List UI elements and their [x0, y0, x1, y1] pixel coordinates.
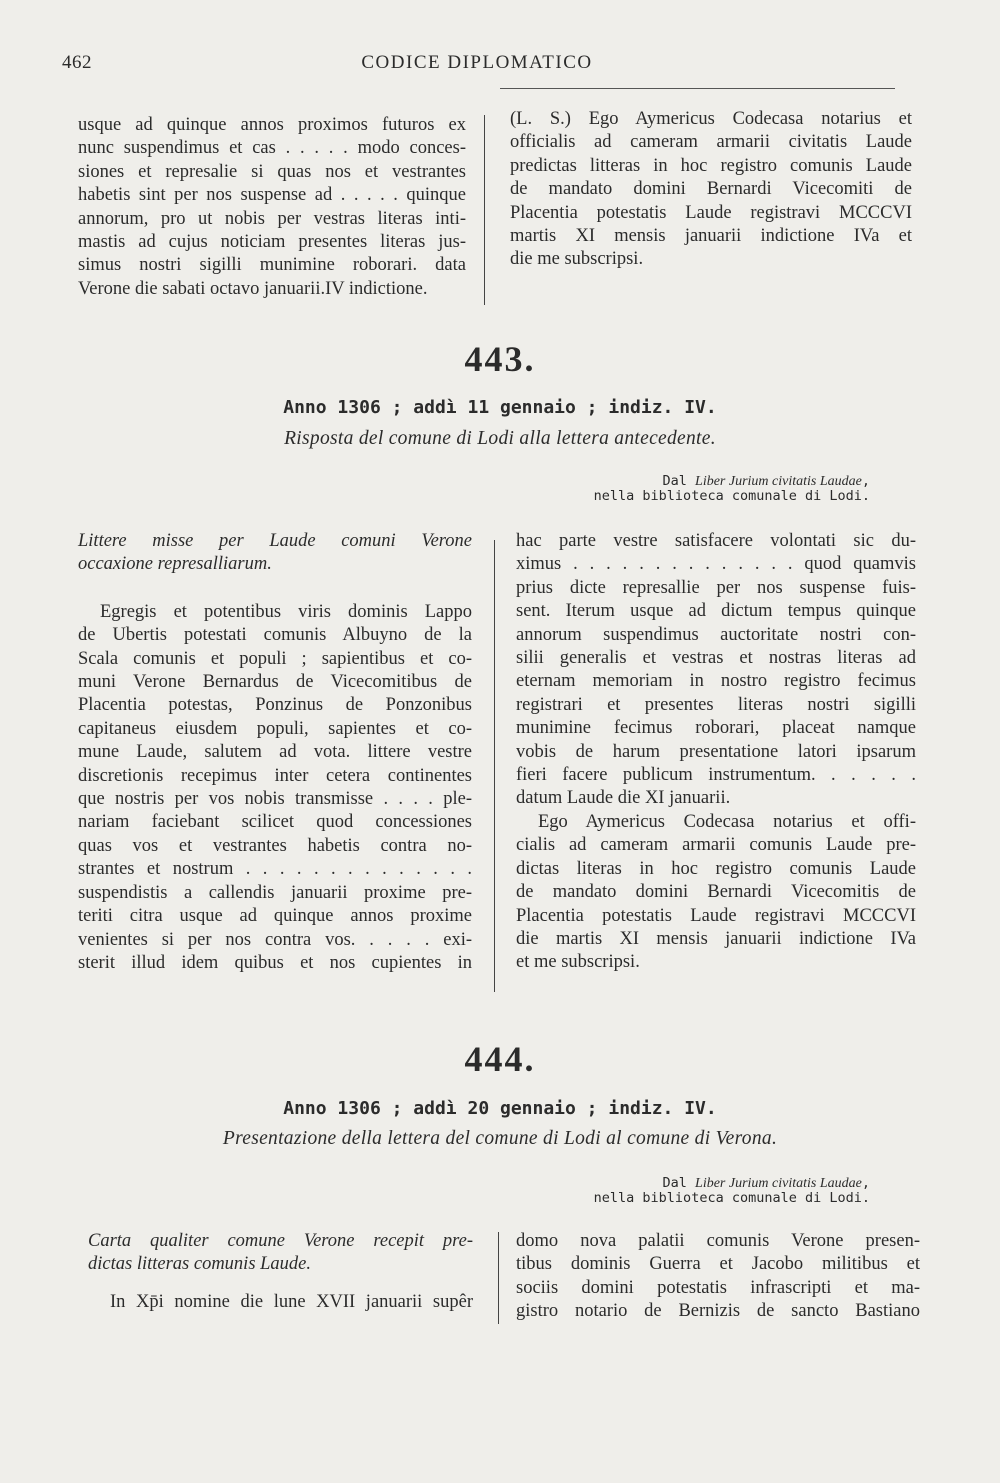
- text-line: prius dicte represallie per nos suspense fuis-: [516, 577, 916, 598]
- column-divider: [498, 1232, 499, 1324]
- header-rule: [500, 88, 895, 89]
- source-title: Liber Jurium civitatis Laudae: [695, 1176, 862, 1191]
- text-line: que nostris per vos nobis transmisse . . . . ple-: [78, 789, 472, 810]
- text-line: silii generalis et vestras et nostras literas ad: [516, 648, 916, 669]
- document-number-443: 443.: [464, 339, 536, 379]
- text-line: venientes si per nos contra vos. . . . . exi-: [78, 929, 472, 950]
- text-line: teriti citra usque ad quinque annos proxime: [78, 906, 472, 927]
- document-number-444: 444.: [464, 1039, 536, 1079]
- text-line: registrari et presentes literas nostri sigilli: [516, 694, 916, 715]
- text-line: Placentia potestatis Laude registravi MCCCVI: [510, 202, 912, 223]
- column-divider: [494, 540, 495, 992]
- running-header: [62, 52, 892, 80]
- top-left-column: [78, 114, 466, 301]
- source-note-444: Dal Liber Jurium civitatis Laudae, nella biblioteca comunale di Lodi.: [593, 1175, 870, 1206]
- text-line: cialis ad cameram armarii comunis Laude pre-: [516, 835, 916, 856]
- text-line: mastis ad cujus noticiam presentes literas jus-: [78, 232, 466, 253]
- text-line: mune Laude, salutem ad vota. littere vestre: [78, 742, 472, 763]
- text-line: nunc suspendimus et cas . . . . . modo conces-: [78, 138, 466, 159]
- text-line: discretionis recepimus inter cetera continentes: [78, 765, 472, 786]
- text-line: sociis domini potestatis infrascripti et ma-: [516, 1277, 920, 1298]
- document-date-443: Anno 1306 ; addì 11 gennaio ; indiz. IV.: [283, 397, 717, 418]
- doc444-right-column: [516, 1230, 920, 1324]
- document-date-444: Anno 1306 ; addì 20 gennaio ; indiz. IV.: [283, 1098, 717, 1119]
- text-line: usque ad quinque annos proximos futuros ex: [78, 115, 466, 135]
- text-line: tibus dominis Guerra et Jacobo militibus et: [516, 1254, 920, 1275]
- doc443-left-column: [78, 530, 472, 975]
- text-line: domo nova palatii comunis Verone presen-: [516, 1231, 920, 1251]
- source-location: nella biblioteca comunale di Lodi.: [593, 1190, 870, 1206]
- text-line: Verone die sabati octavo januarii.IV indictione.: [78, 278, 428, 299]
- document-summary-444: Presentazione della lettera del comune di Lodi al comune di Verona.: [222, 1128, 778, 1149]
- text-line: annorum, pro ut nobis per vestras literas inti-: [78, 208, 466, 229]
- text-line: et me subscripsi.: [516, 952, 640, 973]
- text-line: suspendistis a callendis januarii proxime pre-: [78, 882, 472, 903]
- text-line: officialis ad cameram armarii civitatis Laude: [510, 132, 912, 153]
- column-divider: [484, 115, 485, 305]
- text-line: siones et represalie si quas nos et vestrantes: [78, 161, 466, 182]
- running-title: CODICE DIPLOMATICO: [361, 52, 593, 73]
- source-title: Liber Jurium civitatis Laudae: [695, 474, 862, 489]
- text-line: gistro notario de Bernizis de sancto Bastiano: [516, 1301, 920, 1322]
- text-line: nariam faciebant scilicet quod concessiones: [78, 812, 472, 833]
- text-line: habetis sint per nos suspense ad . . . . . quinque: [78, 185, 466, 206]
- text-line: predictas litteras in hoc registro comunis Laude: [510, 155, 912, 176]
- source-prefix: Dal: [662, 1175, 696, 1191]
- text-line: dictas literas in hoc registro comunis Laude: [516, 858, 916, 879]
- text-line: hac parte vestre satisfacere volontati sic du-: [516, 531, 916, 551]
- text-line: eternam memoriam in nostro registro fecimus: [516, 671, 916, 692]
- text-line: sterit illud idem quibus et nos cupientes in: [78, 952, 472, 973]
- text-line: In Xp̄i nomine die lune XVII januarii supêr: [110, 1291, 473, 1312]
- page-number: 462: [62, 52, 92, 73]
- text-line: Egregis et potentibus viris dominis Lappo: [100, 601, 472, 622]
- rubric-line: occaxione represalliarum.: [78, 554, 272, 575]
- text-line: sent. Iterum usque ad dictum tempus quinque: [516, 601, 916, 622]
- text-line: vobis de harum presentatione latori ipsarum: [516, 741, 916, 762]
- text-line: de Ubertis potestati comunis Albuyno de la: [78, 625, 472, 646]
- text-line: ximus . . . . . . . . . . . . . . quod quamvis: [516, 554, 916, 575]
- text-line: Placentia potestatis Laude registravi MCCCVI: [516, 905, 916, 926]
- text-line: strantes et nostrum . . . . . . . . . . . . . .: [78, 859, 472, 880]
- text-line: die me subscripsi.: [510, 249, 644, 270]
- doc444-left-column: [88, 1230, 473, 1314]
- text-line: muni Verone Bernardus de Vicecomitibus de: [78, 672, 472, 693]
- paragraph-gap: [88, 1277, 473, 1291]
- paragraph-gap: [78, 577, 472, 601]
- source-note-443: Dal Liber Jurium civitatis Laudae, nella biblioteca comunale di Lodi.: [593, 473, 870, 504]
- text-line: quas vos et vestrantes habetis contra no-: [78, 835, 472, 856]
- text-line: annorum suspendimus auctoritate nostri con-: [516, 624, 916, 645]
- text-line: de mandato domini Bernardi Vicecomitis de: [516, 882, 916, 903]
- doc443-right-column: [516, 530, 916, 975]
- rubric-line: dictas litteras comunis Laude.: [88, 1254, 312, 1275]
- rubric-line: Carta qualiter comune Verone recepit pre-: [88, 1231, 473, 1251]
- source-prefix: Dal: [662, 473, 696, 489]
- top-right-column: [510, 108, 912, 272]
- text-line: munimine fecimus roborari, placeat namque: [516, 718, 916, 739]
- text-line: fieri facere publicum instrumentum. . . . . .: [516, 765, 916, 786]
- text-line: Placentia potestas, Ponzinus de Ponzonibus: [78, 695, 472, 716]
- rubric-line: Littere misse per Laude comuni Verone: [78, 531, 472, 551]
- text-line: Scala comunis et populi ; sapientibus et co-: [78, 648, 472, 669]
- text-line: (L. S.) Ego Aymericus Codecasa notarius et: [510, 109, 912, 129]
- text-line: de mandato domini Bernardi Vicecomiti de: [510, 179, 912, 200]
- text-line: simus nostri sigilli munimine roborari. data: [78, 255, 466, 276]
- text-line: datum Laude die XI januarii.: [516, 788, 731, 809]
- text-line: capitaneus eiusdem populi, sapientes et co-: [78, 718, 472, 739]
- document-summary-443: Risposta del comune di Lodi alla lettera antecedente.: [284, 428, 716, 449]
- text-line: die martis XI mensis januarii indictione IVa: [516, 928, 916, 949]
- text-line: Ego Aymericus Codecasa notarius et offi-: [538, 811, 916, 832]
- source-location: nella biblioteca comunale di Lodi.: [593, 488, 870, 504]
- text-line: martis XI mensis januarii indictione IVa et: [510, 226, 912, 247]
